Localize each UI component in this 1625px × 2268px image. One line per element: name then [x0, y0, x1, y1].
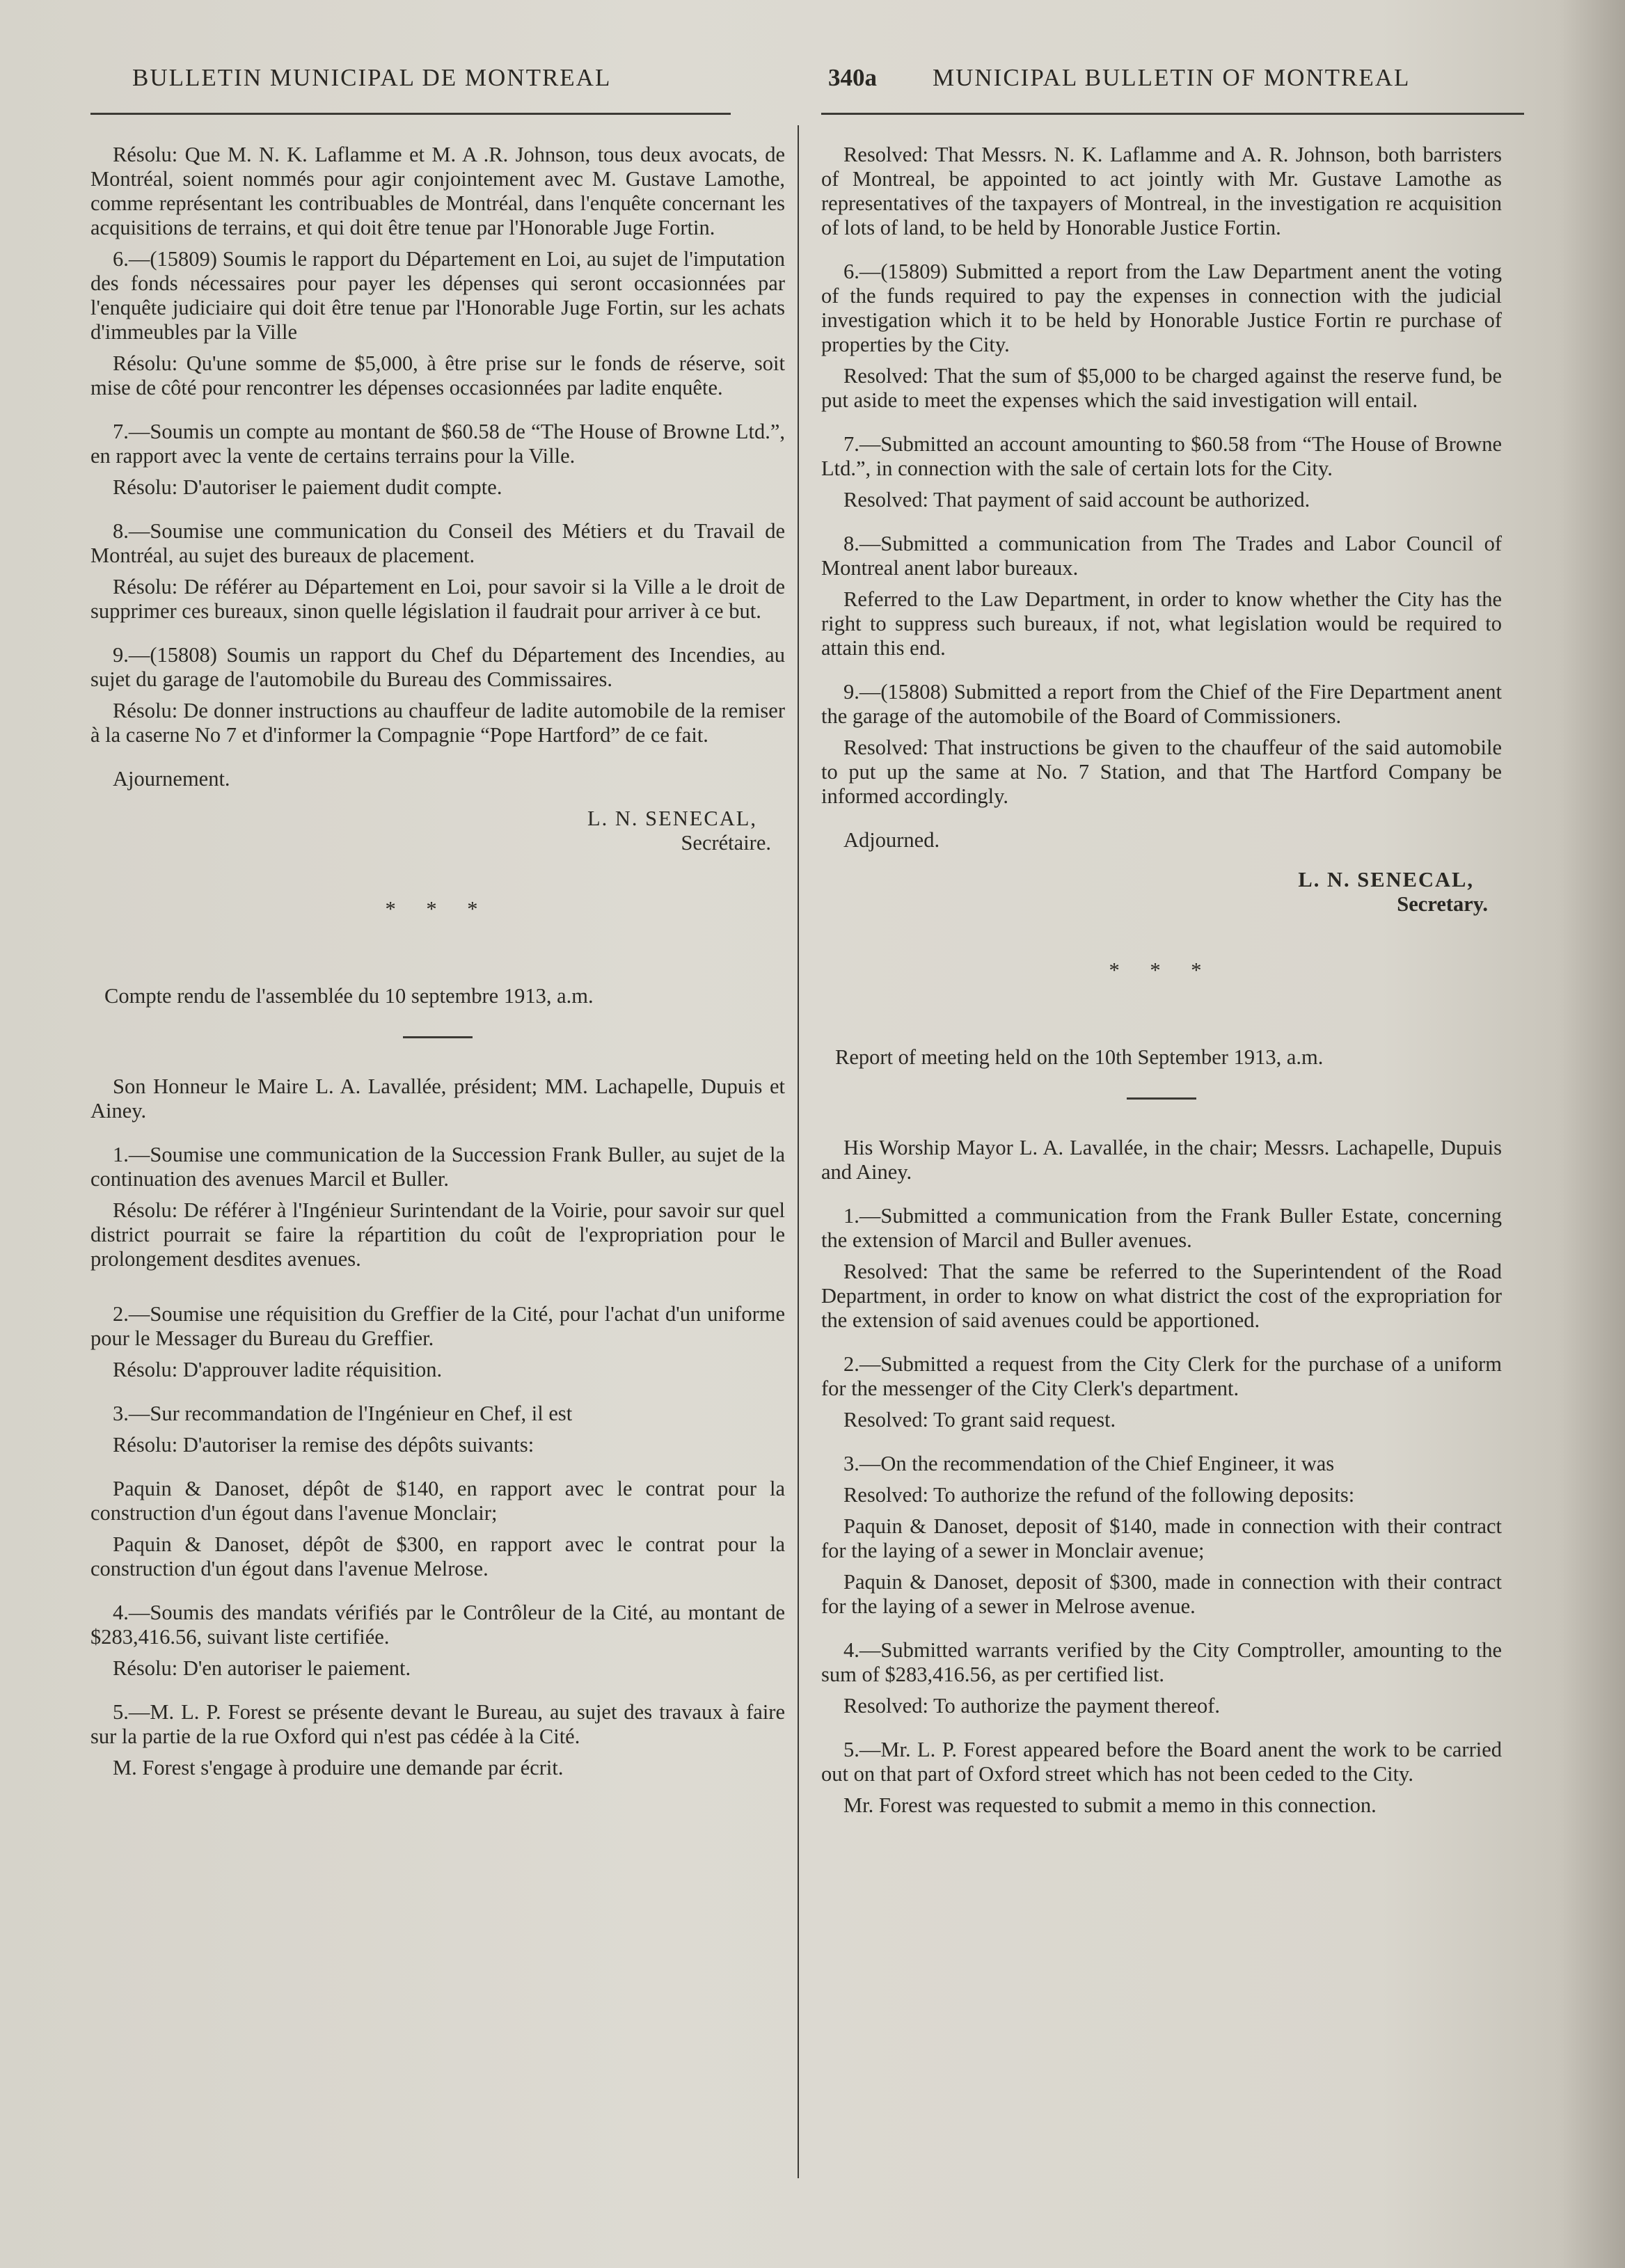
paragraph: 2.—Submitted a request from the City Clerk for the purchase of a uniform for the messenger of the City Clerk's department.: [821, 1352, 1502, 1400]
paragraph: 1.—Soumise une communication de la Succession Frank Buller, au sujet de la continuation des avenues Marcil et Buller.: [90, 1143, 785, 1191]
english-column: [821, 143, 1502, 1825]
paragraph: Mr. Forest was requested to submit a memo in this connection.: [843, 1793, 1377, 1817]
paragraph: Résolu: Que M. N. K. Laflamme et M. A .R. Johnson, tous deux avocats, de Montréal, soient nommés pour agir conjointement avec M. Gustave Lamothe, comme représentant les contribuables de Montréal, dans l'enquête concernant les acquisitions de terrains, et qui doit être tenue par l'Honorable Juge Fortin.: [90, 143, 785, 239]
paragraph: Résolu: D'autoriser le paiement dudit compte.: [113, 475, 502, 499]
french-column: [90, 143, 785, 1787]
header-title-french: BULLETIN MUNICIPAL DE MONTREAL: [132, 64, 612, 91]
paragraph: 8.—Soumise une communication du Conseil des Métiers et du Travail de Montréal, au sujet des bureaux de placement.: [90, 519, 785, 567]
paragraph: Paquin & Danoset, deposit of $300, made in connection with their contract for the laying of a sewer in Melrose avenue.: [821, 1570, 1502, 1618]
section-separator: * * *: [385, 897, 491, 921]
short-rule: [403, 1036, 473, 1038]
paragraph: Paquin & Danoset, deposit of $140, made in connection with their contract for the laying of a sewer in Monclair avenue;: [821, 1514, 1502, 1562]
paragraph: Résolu: De référer au Département en Loi, pour savoir si la Ville a le droit de supprimer ces bureaux, sinon quelle législation il faudrait pour arriver à ce but.: [90, 575, 785, 623]
minutes-title: Compte rendu de l'assemblée du 10 septembre 1913, a.m.: [104, 984, 594, 1008]
signature-name: L. N. SENECAL,: [1298, 868, 1474, 891]
paragraph: 4.—Soumis des mandats vérifiés par le Contrôleur de la Cité, au montant de $283,416.56, suivant liste certifiée.: [90, 1601, 785, 1649]
signature-name: L. N. SENECAL,: [587, 807, 757, 830]
paragraph: Résolu: De donner instructions au chauffeur de ladite automobile de la remiser à la caserne No 7 et d'informer la Compagnie “Pope Hartford” de ce fait.: [90, 699, 785, 747]
paragraph: Paquin & Danoset, dépôt de $300, en rapport avec le contrat pour la construction d'un égout dans l'avenue Melrose.: [90, 1532, 785, 1580]
adjournment: Adjourned.: [843, 828, 940, 852]
paragraph: Referred to the Law Department, in order to know whether the City has the right to suppress such bureaux, if not, what legislation would be required to attain this end.: [821, 587, 1502, 660]
paragraph: Résolu: Qu'une somme de $5,000, à être prise sur le fonds de réserve, soit mise de côté pour rencontrer les dépenses occasionnées par ladite enquête.: [90, 351, 785, 399]
paragraph: 5.—M. L. P. Forest se présente devant le Bureau, au sujet des travaux à faire sur la partie de la rue Oxford qui n'est pas cédée à la Cité.: [90, 1700, 785, 1748]
header-rule-right: [821, 113, 1524, 115]
paragraph: Son Honneur le Maire L. A. Lavallée, président; MM. Lachapelle, Dupuis et Ainey.: [90, 1074, 785, 1123]
paragraph: His Worship Mayor L. A. Lavallée, in the chair; Messrs. Lachapelle, Dupuis and Ainey.: [821, 1136, 1502, 1184]
paragraph: Resolved: To authorize the payment thereof.: [843, 1694, 1221, 1718]
paragraph: 3.—Sur recommandation de l'Ingénieur en Chef, il est: [113, 1402, 573, 1425]
page-header: [90, 64, 1524, 106]
paragraph: Resolved: To authorize the refund of the following deposits:: [843, 1483, 1355, 1507]
paragraph: Resolved: That Messrs. N. K. Laflamme and A. R. Johnson, both barristers of Montreal, be appointed to act jointly with Mr. Gustave Lamothe as representatives of the taxpayers of Montreal, in the investigation re acquisition of lots of land, to be held by Honorable Justice Fortin.: [821, 143, 1502, 239]
paragraph: 8.—Submitted a communication from The Trades and Labor Council of Montreal anent labor bureaux.: [821, 532, 1502, 580]
paragraph: 9.—(15808) Submitted a report from the Chief of the Fire Department anent the garage of the automobile of the Board of Commissioners.: [821, 680, 1502, 728]
section-separator: * * *: [1109, 958, 1214, 982]
column-divider: [798, 125, 799, 2178]
paragraph: 9.—(15808) Soumis un rapport du Chef du Département des Incendies, au sujet du garage de l'automobile du Bureau des Commissaires.: [90, 643, 785, 691]
paragraph: 2.—Soumise une réquisition du Greffier de la Cité, pour l'achat d'un uniforme pour le Messager du Bureau du Greffier.: [90, 1302, 785, 1350]
paragraph: Résolu: D'autoriser la remise des dépôts suivants:: [113, 1433, 534, 1457]
header-title-english: MUNICIPAL BULLETIN OF MONTREAL: [933, 64, 1411, 91]
signature-title: Secrétaire.: [681, 831, 771, 855]
paragraph: Paquin & Danoset, dépôt de $140, en rapport avec le contrat pour la construction d'un égout dans l'avenue Monclair;: [90, 1477, 785, 1525]
paragraph: 6.—(15809) Soumis le rapport du Département en Loi, au sujet de l'imputation des fonds nécessaires pour payer les dépenses qui seront occasionnées par l'enquête judiciaire qui doit être tenue par l'Honorable Juge Fortin, sur les achats d'immeubles par la Ville: [90, 247, 785, 344]
paragraph: M. Forest s'engage à produire une demande par écrit.: [113, 1756, 564, 1779]
paragraph: 6.—(15809) Submitted a report from the Law Department anent the voting of the funds required to pay the expenses in connection with the judicial investigation which it to be held by Honorable Justice Fortin re purchase of properties by the City.: [821, 260, 1502, 356]
paragraph: Résolu: D'en autoriser le paiement.: [113, 1656, 411, 1680]
paragraph: Resolved: That payment of said account be authorized.: [843, 488, 1310, 512]
paragraph: Resolved: That instructions be given to the chauffeur of the said automobile to put up the same at No. 7 Station, and that The Hartford Company be informed accordingly.: [821, 736, 1502, 808]
short-rule: [1127, 1097, 1196, 1100]
paragraph: 3.—On the recommendation of the Chief Engineer, it was: [843, 1452, 1335, 1475]
paragraph: 7.—Soumis un compte au montant de $60.58 de “The House of Browne Ltd.”, en rapport avec la vente de certains terrains pour la Ville.: [90, 420, 785, 468]
paragraph: Resolved: That the sum of $5,000 to be charged against the reserve fund, be put aside to meet the expenses which the said investigation will entail.: [821, 364, 1502, 412]
signature-title: Secretary.: [1397, 892, 1488, 916]
minutes-title: Report of meeting held on the 10th September 1913, a.m.: [835, 1045, 1324, 1069]
paragraph: 1.—Submitted a communication from the Frank Buller Estate, concerning the extension of Marcil and Buller avenues.: [821, 1204, 1502, 1252]
paragraph: Resolved: To grant said request.: [843, 1408, 1116, 1432]
header-rule-left: [90, 113, 731, 115]
page-number: 340a: [828, 64, 877, 91]
paragraph: Résolu: D'approuver ladite réquisition.: [113, 1358, 443, 1381]
paragraph: 4.—Submitted warrants verified by the City Comptroller, amounting to the sum of $283,416.56, as per certified list.: [821, 1638, 1502, 1686]
paragraph: 5.—Mr. L. P. Forest appeared before the Board anent the work to be carried out on that part of Oxford street which has not been ceded to the City.: [821, 1738, 1502, 1786]
paragraph: Resolved: That the same be referred to the Superintendent of the Road Department, in order to know on what district the cost of the expropriation for the extension of said avenues could be apportioned.: [821, 1260, 1502, 1332]
adjournment: Ajournement.: [113, 767, 230, 791]
paragraph: Résolu: De référer à l'Ingénieur Surintendant de la Voirie, pour savoir sur quel district pourrait se faire la répartition du coût de l'expropriation pour le prolongement desdites avenues.: [90, 1198, 785, 1271]
paragraph: 7.—Submitted an account amounting to $60.58 from “The House of Browne Ltd.”, in connection with the sale of certain lots for the City.: [821, 432, 1502, 480]
